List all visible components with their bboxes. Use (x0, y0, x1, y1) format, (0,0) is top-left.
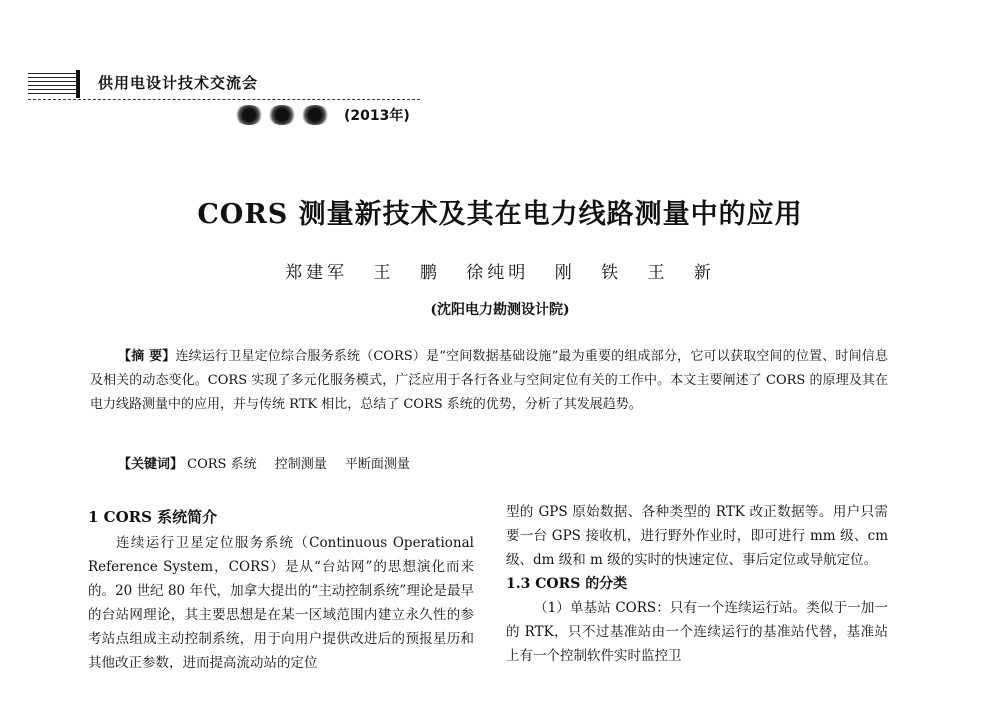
keyword-item: 控制测量 (274, 457, 327, 472)
keywords-block (118, 453, 424, 472)
subsection-heading: 1.3 CORS 的分类 (506, 576, 628, 592)
abstract-block (90, 345, 888, 417)
keywords-label: 【关键词】 (118, 457, 184, 472)
header-dotted-divider (28, 99, 420, 100)
body-paragraph: 连续运行卫星定位服务系统（Continuous Operational Reference System，CORS）是从“台站网”的思想演化而来的。20 世纪 80 年代，加拿大提出的“主动控制系统”理论是最早的台站网理论，其主要思想是在某一区域范围内建立永久性的参考站点组成主动控制系统，用于向用户提供改进后的预报星历和其他改正参数，进而提高流动站的定位 (88, 535, 474, 671)
body-paragraph: （1）单基站 CORS：只有一个连续运行站。类似于一加一的 RTK，只不过基准站由一个连续运行的基准站代替，基准站上有一个控制软件实时监控卫 (506, 600, 888, 664)
proceedings-logo-icon (234, 104, 344, 126)
keyword-item: CORS 系统 (187, 457, 257, 472)
right-column (506, 500, 888, 668)
section-heading: 1 CORS 系统简介 (88, 508, 218, 526)
left-column (88, 505, 474, 675)
keyword-item: 平断面测量 (344, 457, 410, 472)
paper-authors: 郑建军 王 鹏 徐纯明 刚 铁 王 新 (285, 263, 715, 283)
paper-affiliation: (沈阳电力勘测设计院) (430, 302, 570, 318)
abstract-label: 【摘 要】 (118, 349, 176, 364)
proceedings-year: (2013年) (344, 108, 410, 124)
proceedings-header (28, 68, 428, 128)
conference-name: 供用电设计技术交流会 (98, 74, 259, 92)
abstract-text: 连续运行卫星定位综合服务系统（CORS）是“空间数据基础设施”最为重要的组成部分，它可以获取空间的位置、时间信息及相关的动态变化。CORS 实现了多元化服务模式，广泛应用于各行各业与空间定位有关的工作中。本文主要阐述了 CORS 的原理及其在电力线路测量中的应用，并与传统 RTK 相比，总结了 CORS 系统的优势，分析了其发展趋势。 (90, 349, 888, 412)
header-bar-decoration (76, 70, 80, 98)
body-paragraph: 型的 GPS 原始数据、各种类型的 RTK 改正数据等。用户只需要一台 GPS 接收机，进行野外作业时，即可进行 mm 级、cm 级、dm 级和 m 级的实时的快速定位、事后定位或导航定位。 (506, 504, 888, 568)
header-stripes-decoration (28, 73, 76, 95)
paper-title: CORS 测量新技术及其在电力线路测量中的应用 (197, 199, 803, 230)
